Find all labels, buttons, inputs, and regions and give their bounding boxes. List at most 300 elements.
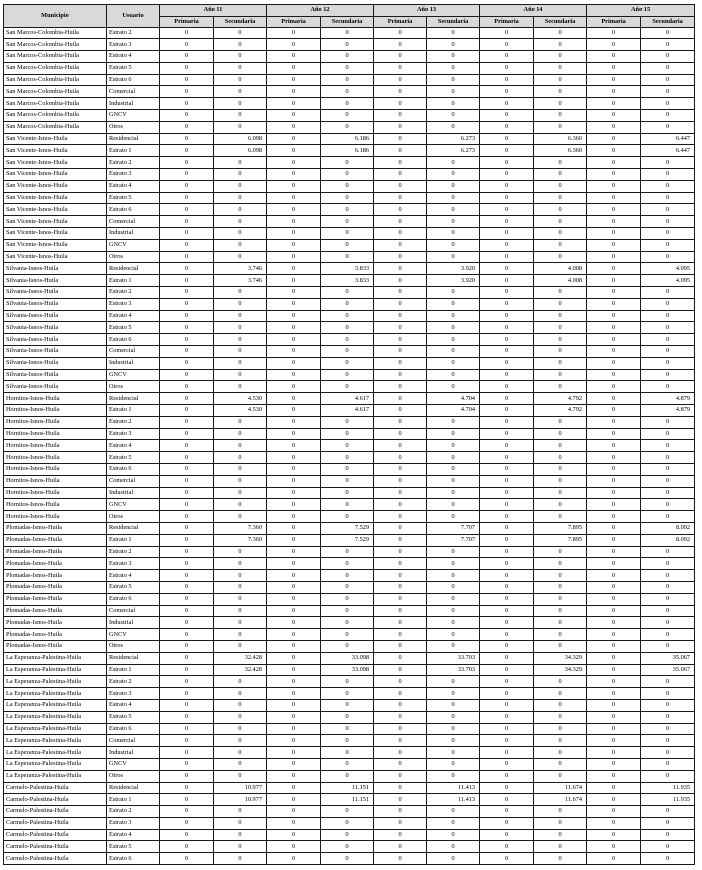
cell-primaria: 0 [374,463,427,475]
cell-secundaria: 0 [427,853,480,865]
cell-secundaria: 0 [427,381,480,393]
cell-primaria: 0 [480,263,534,275]
cell-primaria: 0 [587,275,641,287]
cell-primaria: 0 [480,817,534,829]
cell-primaria: 0 [480,298,534,310]
cell-municipio: La Esperanza-Palestina-Huila [4,699,107,711]
cell-secundaria: 6.098 [214,133,267,145]
cell-secundaria: 34.329 [534,652,587,664]
cell-secundaria: 0 [534,62,587,74]
cell-usuario: Estrato 2 [107,287,160,299]
cell-primaria: 0 [374,640,427,652]
cell-usuario: Industrial [107,487,160,499]
cell-secundaria: 0 [534,287,587,299]
cell-secundaria: 0 [427,369,480,381]
cell-primaria: 0 [480,428,534,440]
cell-usuario: Estrato 3 [107,298,160,310]
table-row [4,664,695,676]
cell-secundaria: 0 [534,452,587,464]
cell-secundaria: 0 [534,121,587,133]
cell-primaria: 0 [480,640,534,652]
cell-primaria: 0 [587,393,641,405]
cell-secundaria: 4.095 [641,263,695,275]
cell-usuario: Estrato 1 [107,664,160,676]
cell-primaria: 0 [587,711,641,723]
cell-secundaria: 0 [214,204,267,216]
cell-primaria: 0 [374,617,427,629]
cell-municipio: Carmelo-Palestina-Huila [4,806,107,818]
cell-primaria: 0 [587,263,641,275]
cell-secundaria: 0 [534,841,587,853]
cell-secundaria: 0 [214,298,267,310]
cell-secundaria: 3.746 [214,275,267,287]
cell-primaria: 0 [160,723,214,735]
cell-secundaria: 0 [214,605,267,617]
cell-secundaria: 0 [641,605,695,617]
cell-primaria: 0 [587,310,641,322]
table-row [4,334,695,346]
cell-primaria: 0 [267,405,321,417]
cell-municipio: San Vicente-Isnos-Huila [4,228,107,240]
cell-secundaria: 0 [321,287,374,299]
cell-primaria: 0 [160,546,214,558]
cell-secundaria: 0 [641,334,695,346]
cell-primaria: 0 [480,86,534,98]
cell-secundaria: 0 [534,216,587,228]
cell-usuario: Estrato 1 [107,794,160,806]
cell-primaria: 0 [480,216,534,228]
cell-primaria: 0 [160,27,214,39]
cell-primaria: 0 [587,287,641,299]
cell-usuario: Estrato 3 [107,558,160,570]
cell-secundaria: 0 [321,747,374,759]
cell-primaria: 0 [374,853,427,865]
table-row [4,593,695,605]
cell-secundaria: 0 [641,463,695,475]
cell-usuario: Estrato 4 [107,829,160,841]
cell-secundaria: 0 [214,369,267,381]
table-row [4,228,695,240]
cell-primaria: 0 [587,723,641,735]
cell-primaria: 0 [374,405,427,417]
cell-secundaria: 4.095 [641,275,695,287]
cell-primaria: 0 [374,829,427,841]
cell-secundaria: 0 [321,487,374,499]
cell-primaria: 0 [267,334,321,346]
cell-primaria: 0 [374,357,427,369]
cell-secundaria: 0 [641,617,695,629]
cell-primaria: 0 [267,169,321,181]
cell-secundaria: 7.707 [427,534,480,546]
cell-primaria: 0 [160,275,214,287]
cell-primaria: 0 [160,133,214,145]
table-row [4,817,695,829]
cell-secundaria: 0 [321,711,374,723]
cell-primaria: 0 [374,794,427,806]
table-row [4,806,695,818]
cell-secundaria: 0 [214,593,267,605]
cell-primaria: 0 [160,487,214,499]
cell-secundaria: 0 [641,310,695,322]
cell-primaria: 0 [374,86,427,98]
table-row [4,428,695,440]
cell-secundaria: 0 [641,581,695,593]
cell-secundaria: 32.428 [214,664,267,676]
cell-usuario: GNCV [107,758,160,770]
cell-secundaria: 0 [534,829,587,841]
cell-secundaria: 0 [641,699,695,711]
cell-primaria: 0 [160,239,214,251]
cell-primaria: 0 [267,499,321,511]
cell-primaria: 0 [374,180,427,192]
cell-primaria: 0 [267,121,321,133]
cell-secundaria: 0 [321,735,374,747]
cell-primaria: 0 [480,688,534,700]
cell-primaria: 0 [374,770,427,782]
cell-primaria: 0 [587,428,641,440]
cell-primaria: 0 [480,853,534,865]
cell-primaria: 0 [587,322,641,334]
cell-primaria: 0 [480,581,534,593]
cell-secundaria: 0 [321,216,374,228]
cell-secundaria: 0 [534,74,587,86]
cell-secundaria: 6.186 [321,133,374,145]
cell-primaria: 0 [267,770,321,782]
cell-usuario: Otros [107,640,160,652]
cell-primaria: 0 [267,735,321,747]
cell-secundaria: 0 [534,581,587,593]
cell-municipio: San Marcos-Colombia-Huila [4,121,107,133]
cell-primaria: 0 [587,699,641,711]
cell-primaria: 0 [267,758,321,770]
cell-secundaria: 0 [641,62,695,74]
cell-secundaria: 0 [214,676,267,688]
cell-secundaria: 0 [321,758,374,770]
cell-municipio: La Esperanza-Palestina-Huila [4,735,107,747]
cell-secundaria: 0 [214,110,267,122]
cell-primaria: 0 [587,416,641,428]
cell-primaria: 0 [587,853,641,865]
cell-primaria: 0 [587,522,641,534]
cell-secundaria: 4.008 [534,275,587,287]
table-row [4,204,695,216]
cell-primaria: 0 [160,357,214,369]
cell-secundaria: 0 [427,711,480,723]
cell-primaria: 0 [267,157,321,169]
cell-secundaria: 0 [534,593,587,605]
cell-primaria: 0 [267,806,321,818]
cell-primaria: 0 [480,605,534,617]
cell-secundaria: 11.413 [427,782,480,794]
cell-primaria: 0 [267,699,321,711]
cell-primaria: 0 [267,133,321,145]
cell-primaria: 0 [267,534,321,546]
cell-primaria: 0 [587,133,641,145]
cell-secundaria: 0 [534,617,587,629]
cell-secundaria: 0 [427,758,480,770]
cell-municipio: Silvania-Isnos-Huila [4,263,107,275]
cell-secundaria: 0 [321,463,374,475]
cell-primaria: 0 [480,192,534,204]
cell-primaria: 0 [160,640,214,652]
cell-secundaria: 0 [214,463,267,475]
cell-primaria: 0 [587,39,641,51]
cell-primaria: 0 [374,581,427,593]
table-row [4,699,695,711]
cell-usuario: Comercial [107,605,160,617]
cell-secundaria: 0 [214,688,267,700]
cell-primaria: 0 [587,180,641,192]
table-row [4,487,695,499]
cell-primaria: 0 [160,617,214,629]
cell-primaria: 0 [267,74,321,86]
cell-secundaria: 0 [427,121,480,133]
cell-municipio: San Vicente-Isnos-Huila [4,180,107,192]
cell-secundaria: 0 [427,499,480,511]
table-row [4,145,695,157]
table-row [4,829,695,841]
header-secundaria: Secundaria [534,16,587,27]
cell-secundaria: 0 [427,51,480,63]
cell-secundaria: 0 [641,593,695,605]
table-row [4,121,695,133]
cell-secundaria: 0 [321,27,374,39]
cell-secundaria: 0 [641,770,695,782]
cell-secundaria: 0 [534,676,587,688]
cell-secundaria: 0 [214,39,267,51]
cell-municipio: San Vicente-Isnos-Huila [4,145,107,157]
cell-secundaria: 0 [321,499,374,511]
cell-secundaria: 0 [214,98,267,110]
cell-primaria: 0 [267,593,321,605]
cell-primaria: 0 [160,62,214,74]
cell-secundaria: 0 [214,86,267,98]
cell-secundaria: 6.447 [641,133,695,145]
cell-secundaria: 0 [427,204,480,216]
table-row [4,511,695,523]
cell-primaria: 0 [374,723,427,735]
cell-secundaria: 0 [534,27,587,39]
cell-secundaria: 0 [427,817,480,829]
cell-primaria: 0 [374,817,427,829]
cell-secundaria: 0 [534,629,587,641]
cell-primaria: 0 [374,228,427,240]
cell-secundaria: 0 [427,39,480,51]
cell-primaria: 0 [160,511,214,523]
cell-secundaria: 0 [321,357,374,369]
cell-usuario: Otros [107,251,160,263]
header-secundaria: Secundaria [321,16,374,27]
table-row [4,463,695,475]
cell-primaria: 0 [374,652,427,664]
cell-secundaria: 0 [641,228,695,240]
cell-usuario: GNCV [107,369,160,381]
cell-primaria: 0 [160,298,214,310]
cell-secundaria: 0 [641,558,695,570]
cell-primaria: 0 [374,145,427,157]
cell-secundaria: 0 [321,570,374,582]
cell-secundaria: 0 [321,62,374,74]
cell-primaria: 0 [587,51,641,63]
table-row [4,570,695,582]
cell-secundaria: 0 [641,86,695,98]
cell-usuario: Industrial [107,747,160,759]
cell-primaria: 0 [587,251,641,263]
cell-secundaria: 0 [641,723,695,735]
cell-secundaria: 0 [641,629,695,641]
cell-usuario: Estrato 5 [107,322,160,334]
cell-primaria: 0 [160,110,214,122]
cell-municipio: La Esperanza-Palestina-Huila [4,652,107,664]
cell-usuario: Otros [107,121,160,133]
cell-usuario: Residencial [107,522,160,534]
cell-primaria: 0 [374,98,427,110]
table-row [4,688,695,700]
cell-primaria: 0 [587,357,641,369]
cell-primaria: 0 [480,51,534,63]
cell-primaria: 0 [374,629,427,641]
cell-secundaria: 0 [427,239,480,251]
cell-municipio: Plomadas-Isnos-Huila [4,534,107,546]
cell-secundaria: 11.413 [427,794,480,806]
cell-secundaria: 0 [534,322,587,334]
cell-usuario: Estrato 6 [107,593,160,605]
cell-municipio: San Vicente-Isnos-Huila [4,251,107,263]
cell-secundaria: 33.703 [427,652,480,664]
cell-primaria: 0 [267,747,321,759]
table-row [4,770,695,782]
cell-secundaria: 0 [534,51,587,63]
cell-primaria: 0 [160,593,214,605]
table-row [4,86,695,98]
cell-primaria: 0 [267,558,321,570]
cell-secundaria: 0 [534,463,587,475]
cell-municipio: San Marcos-Colombia-Huila [4,74,107,86]
cell-secundaria: 0 [214,747,267,759]
cell-secundaria: 0 [534,853,587,865]
cell-primaria: 0 [267,546,321,558]
cell-secundaria: 0 [214,475,267,487]
cell-primaria: 0 [374,74,427,86]
cell-secundaria: 0 [321,86,374,98]
cell-primaria: 0 [587,558,641,570]
cell-secundaria: 0 [427,322,480,334]
cell-secundaria: 4.617 [321,405,374,417]
cell-primaria: 0 [267,275,321,287]
header-row-years [4,5,695,17]
cell-primaria: 0 [267,287,321,299]
cell-municipio: Hornitos-Isnos-Huila [4,405,107,417]
cell-secundaria: 0 [321,180,374,192]
cell-municipio: La Esperanza-Palestina-Huila [4,676,107,688]
cell-usuario: Estrato 2 [107,676,160,688]
cell-primaria: 0 [160,346,214,358]
table-row [4,522,695,534]
cell-secundaria: 0 [534,251,587,263]
cell-municipio: Hornitos-Isnos-Huila [4,475,107,487]
cell-primaria: 0 [267,62,321,74]
cell-primaria: 0 [374,133,427,145]
cell-secundaria: 0 [321,617,374,629]
cell-secundaria: 0 [321,110,374,122]
cell-primaria: 0 [374,676,427,688]
cell-primaria: 0 [587,841,641,853]
cell-primaria: 0 [160,841,214,853]
cell-primaria: 0 [160,817,214,829]
cell-municipio: Plomadas-Isnos-Huila [4,605,107,617]
cell-secundaria: 0 [534,570,587,582]
cell-primaria: 0 [587,770,641,782]
cell-secundaria: 0 [641,216,695,228]
cell-secundaria: 8.092 [641,534,695,546]
cell-primaria: 0 [480,747,534,759]
cell-secundaria: 6.360 [534,133,587,145]
cell-primaria: 0 [480,239,534,251]
cell-usuario: Estrato 5 [107,581,160,593]
cell-municipio: San Vicente-Isnos-Huila [4,157,107,169]
table-row [4,110,695,122]
cell-secundaria: 0 [427,570,480,582]
cell-primaria: 0 [160,121,214,133]
cell-secundaria: 0 [321,169,374,181]
cell-primaria: 0 [374,546,427,558]
cell-primaria: 0 [160,570,214,582]
cell-secundaria: 0 [534,169,587,181]
cell-primaria: 0 [480,558,534,570]
cell-primaria: 0 [480,287,534,299]
cell-secundaria: 7.895 [534,522,587,534]
cell-primaria: 0 [267,581,321,593]
table-row [4,652,695,664]
cell-primaria: 0 [267,204,321,216]
table-row [4,157,695,169]
cell-secundaria: 0 [214,27,267,39]
cell-secundaria: 0 [427,770,480,782]
cell-secundaria: 0 [534,86,587,98]
cell-primaria: 0 [160,86,214,98]
cell-primaria: 0 [267,239,321,251]
cell-primaria: 0 [587,735,641,747]
cell-secundaria: 0 [427,251,480,263]
cell-primaria: 0 [267,251,321,263]
cell-secundaria: 0 [641,853,695,865]
cell-primaria: 0 [587,216,641,228]
cell-primaria: 0 [267,369,321,381]
table-row [4,39,695,51]
cell-secundaria: 0 [641,676,695,688]
cell-primaria: 0 [480,62,534,74]
cell-secundaria: 0 [427,676,480,688]
cell-secundaria: 0 [214,770,267,782]
cell-primaria: 0 [480,346,534,358]
cell-secundaria: 0 [214,216,267,228]
cell-primaria: 0 [374,239,427,251]
cell-municipio: San Vicente-Isnos-Huila [4,133,107,145]
cell-primaria: 0 [374,393,427,405]
cell-usuario: Comercial [107,216,160,228]
cell-municipio: Plomadas-Isnos-Huila [4,640,107,652]
cell-usuario: Estrato 6 [107,463,160,475]
cell-secundaria: 0 [427,27,480,39]
cell-primaria: 0 [480,440,534,452]
cell-secundaria: 0 [321,381,374,393]
cell-primaria: 0 [267,322,321,334]
cell-primaria: 0 [160,393,214,405]
cell-primaria: 0 [587,192,641,204]
cell-primaria: 0 [480,841,534,853]
cell-usuario: Estrato 2 [107,546,160,558]
table-row [4,723,695,735]
